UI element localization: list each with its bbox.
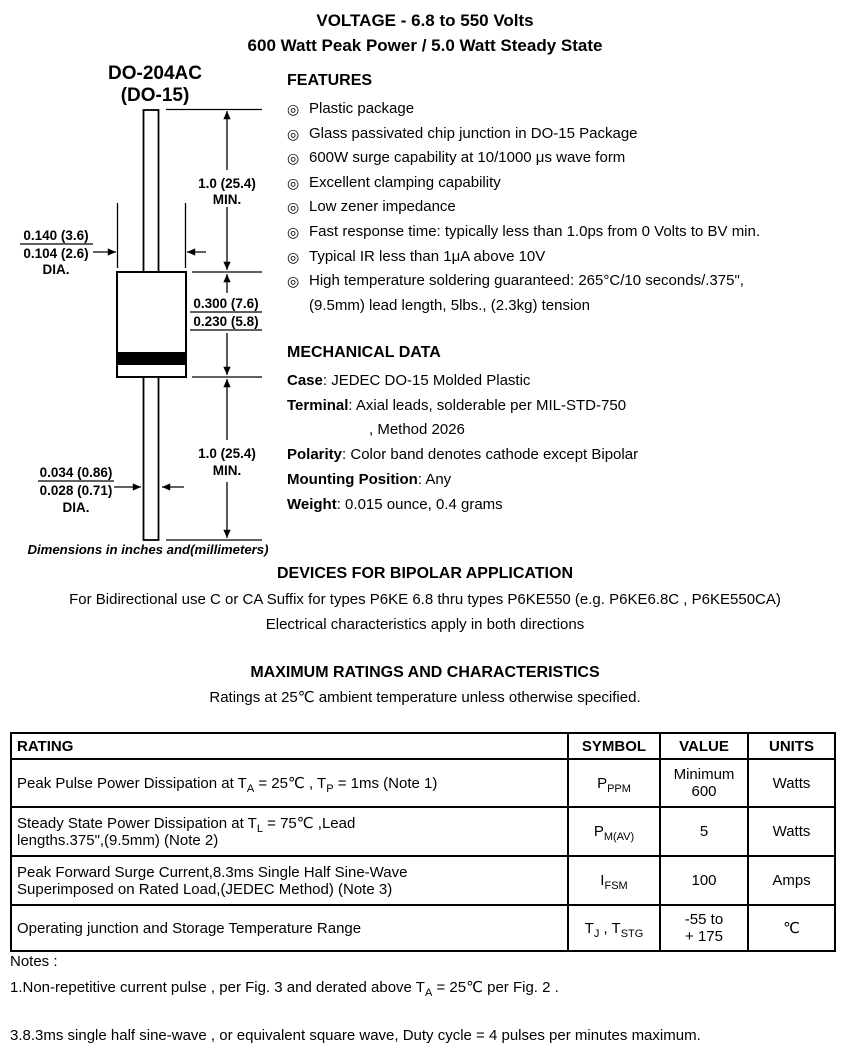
cathode-band [117, 352, 186, 365]
double-circle-bullet-icon: ◎ [287, 125, 300, 142]
feature-item: ◎ Glass passivated chip junction in DO-15 Package [287, 122, 845, 147]
lead-dia-max-label: 0.034 (0.86) [39, 465, 113, 480]
symbol-cell: $I_{FSM}$ [568, 856, 660, 905]
table-row [11, 905, 835, 951]
feature-item: ◎ Excellent clamping capability [287, 171, 845, 196]
max-ratings-heading: MAXIMUM RATINGS AND CHARACTERISTICS [250, 664, 600, 681]
mechanical-line: , Method 2026 [369, 421, 465, 439]
double-circle-bullet-icon: ◎ [287, 223, 300, 240]
rating-cell: Steady State Power Dissipation at $T_L$ = 75℃ ,Lead lengths.375",(9.5mm) (Note 2) [11, 807, 568, 856]
feature-item: ◎ Typical IR less than 1μA above 10V [287, 245, 845, 270]
package-outline-drawing [0, 0, 280, 560]
features-section [287, 72, 845, 318]
bottom-lead-length-label: 1.0 (25.4) [198, 446, 256, 461]
value-cell: 100 [660, 856, 748, 905]
page-title-line2: 600 Watt Peak Power / 5.0 Watt Steady State [247, 36, 603, 55]
top-lead-shape [144, 110, 159, 272]
mechanical-line: Polarity: Color band denotes cathode except Bipolar [287, 446, 639, 464]
value-cell: 5 [660, 807, 748, 856]
feature-item: ◎ Low zener impedance [287, 195, 845, 220]
table-header-row [11, 733, 835, 759]
symbol-cell: $T_J$ , $T_{STG}$ [568, 905, 660, 951]
col-header-symbol: SYMBOL [568, 733, 660, 759]
bipolar-heading: DEVICES FOR BIPOLAR APPLICATION [276, 565, 573, 582]
col-header-units: UNITS [748, 733, 835, 759]
max-ratings-subtitle: Ratings at 25℃ ambient temperature unless otherwise specified. [209, 689, 641, 706]
rating-cell: Peak Pulse Power Dissipation at $T_A$ = 25℃ , $T_P = 1ms$ (Note 1) [11, 759, 568, 807]
units-cell: Watts [748, 807, 835, 856]
dimensions-caption: Dimensions in inches and(millimeters) [27, 542, 269, 557]
notes-section [10, 950, 842, 1047]
rating-cell: Peak Forward Surge Current,8.3ms Single Half Sine-Wave Superimposed on Rated Load,(JEDEC Method) (Note 3) [11, 856, 568, 905]
package-alt-name: (DO-15) [120, 85, 190, 106]
lead-dia-min-label: 0.028 (0.71) [39, 483, 113, 498]
table-row [11, 759, 835, 807]
symbol-cell: $P_{M(AV)}$ [568, 807, 660, 856]
rating-cell: Operating junction and Storage Temperature Range [11, 905, 568, 951]
feature-item: ◎ Fast response time: typically less than 1.0ps from 0 Volts to BV min. [287, 220, 845, 245]
ratings-table-wrap [10, 732, 836, 952]
feature-item: ◎ 600W surge capability at 10/1000 μs wave form [287, 146, 845, 171]
bipolar-line2: Electrical characteristics apply in both directions [265, 615, 585, 633]
package-name: DO-204AC [108, 63, 202, 84]
value-cell: -55 to + 175 [660, 905, 748, 951]
body-dia-min-label: 0.104 (2.6) [23, 246, 89, 261]
table-row [11, 856, 835, 905]
feature-item: ◎ High temperature soldering guaranteed: 265°C/10 seconds/.375", (9.5mm) lead length, 5lbs., (2.3kg) tension [287, 269, 845, 318]
bipolar-section [0, 562, 850, 637]
mechanical-line: Mounting Position: Any [287, 470, 452, 488]
value-cell: Minimum 600 [660, 759, 748, 807]
symbol-cell: $P_{PPM}$ [568, 759, 660, 807]
body-length-max-label: 0.300 (7.6) [193, 296, 259, 311]
body-dia-label: DIA. [42, 262, 70, 277]
body-dia-max-label: 0.140 (3.6) [23, 228, 89, 243]
col-header-rating: RATING [11, 733, 568, 759]
ratings-table [10, 732, 836, 952]
mechanical-heading: MECHANICAL DATA [287, 344, 441, 361]
double-circle-bullet-icon: ◎ [287, 248, 300, 265]
units-cell: ℃ [748, 905, 835, 951]
double-circle-bullet-icon: ◎ [287, 174, 300, 191]
notes-label: Notes : [10, 953, 58, 970]
double-circle-bullet-icon: ◎ [287, 199, 300, 216]
units-cell: Watts [748, 759, 835, 807]
note-line-3: 3.8.3ms single half sine-wave , or equivalent square wave, Duty cycle = 4 pulses per minutes maximum. [10, 1027, 701, 1044]
body-length-min-label: 0.230 (5.8) [193, 314, 259, 329]
features-heading: FEATURES [287, 72, 373, 89]
col-header-value: VALUE [660, 733, 748, 759]
mechanical-line: Weight: 0.015 ounce, 0.4 grams [287, 495, 503, 513]
mechanical-data-section [287, 344, 845, 517]
page-title-line1: VOLTAGE - 6.8 to 550 Volts [316, 11, 534, 30]
top-lead-length-label: 1.0 (25.4) [198, 176, 256, 191]
bottom-lead-shape [144, 377, 159, 540]
bipolar-line1: For Bidirectional use C or CA Suffix for types P6KE 6.8 thru types P6KE550 (e.g. P6KE6.8C , P6KE550CA) [69, 591, 781, 608]
top-lead-length-min-label: MIN. [212, 192, 242, 207]
double-circle-bullet-icon: ◎ [287, 150, 300, 167]
mechanical-line: Case: JEDEC DO-15 Molded Plastic [287, 372, 531, 389]
units-cell: Amps [748, 856, 835, 905]
bottom-lead-length-min-label: MIN. [212, 463, 242, 478]
note-line-1: 1.Non-repetitive current pulse , per Fig. 3 and derated above $T_A$ = 25℃ per Fig. 2 . [10, 979, 559, 999]
feature-item: ◎ Plastic package [287, 97, 845, 122]
table-row [11, 807, 835, 856]
max-ratings-section [0, 660, 850, 710]
mechanical-line: Terminal: Axial leads, solderable per MIL-STD-750 [287, 396, 627, 414]
double-circle-bullet-icon: ◎ [287, 101, 300, 117]
lead-dia-label: DIA. [62, 500, 90, 515]
double-circle-bullet-icon: ◎ [287, 273, 300, 290]
